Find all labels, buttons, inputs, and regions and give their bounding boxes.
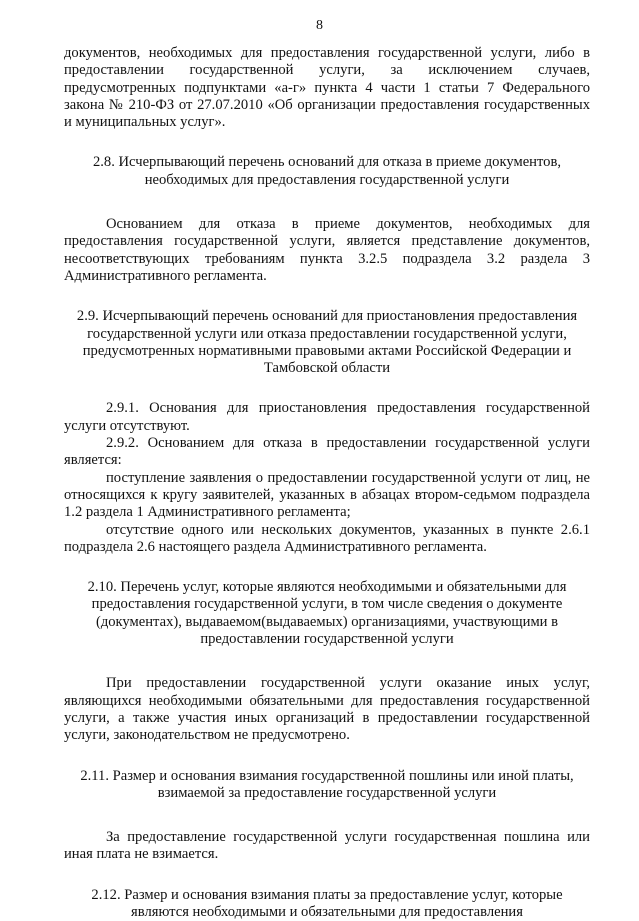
paragraph-2-10: При предоставлении государственной услуги оказание иных услуг, являющихся необходимыми обязательными для предоставления государственной услуги, а также участия иных организаций в предоставлении государственной услуги, законодательством не предусмотрено. [64,675,590,744]
paragraph-2-8: Основанием для отказа в приеме документов, необходимых для предоставления государственной услуги, является представление документов, несоответствующих требованиям пункта 3.2.5 подраздела 3.2 раздела 3 Административного регламента. [64,216,590,284]
section-heading-2-12: 2.12. Размер и основания взимания платы за предоставление услуг, которые являются необходимыми и обязательными для предоставления [91,886,563,920]
paragraph-2-9-1: 2.9.1. Основания для приостановления предоставления государственной услуги отсутствуют. [64,400,590,434]
page-content [64,45,590,921]
paragraph-2-9-2-item-b: отсутствие одного или нескольких документов, указанных в пункте 2.6.1 подраздела 2.6 настоящего раздела Административного регламента. [64,521,590,555]
paragraph-2-11: За предоставление государственной услуги государственная пошлина или иная плата не взимается. [64,829,590,863]
section-heading-2-10: 2.10. Перечень услуг, которые являются необходимыми и обязательными для предоставления государственной услуги, в том числе сведения о документе (документах), выдаваемом(выдаваемых) организациями, участвующими в предоставлении государственной услуги [87,579,567,648]
paragraph-2-9-2-item-a: поступление заявления о предоставлении государственной услуги от лиц, не относящихся к кругу заявителей, указанных в абзацах втором-седьмом подраздела 1.2 раздела 1 Административного регламента; [64,469,590,521]
paragraph-2-9-2: 2.9.2. Основанием для отказа в предоставлении государственной услуги является: [64,435,590,469]
section-heading-2-8: 2.8. Исчерпывающий перечень оснований для отказа в приеме документов, необходимых для предоставления государственной услуги [92,154,562,188]
paragraph-intro-continuation: документов, необходимых для предоставления государственной услуги, либо в предоставлении государственной услуги, за исключением случаев, предусмотренных подпунктами «а-г» пункта 4 части 1 статьи 7 Федерального закона № 210-ФЗ от 27.07.2010 «Об организации предоставления государственных и муниципальных услуг». [64,45,590,131]
section-heading-2-9: 2.9. Исчерпывающий перечень оснований для приостановления предоставления государственной услуги или отказа предоставлении государственной услуги, предусмотренных нормативными правовыми актами Российской Федерации и Тамбовской области [76,308,578,377]
page-number: 8 [316,18,323,33]
section-heading-2-11: 2.11. Размер и основания взимания государственной пошлины или иной платы, взимаемой за предоставление государственной услуги [80,767,574,801]
